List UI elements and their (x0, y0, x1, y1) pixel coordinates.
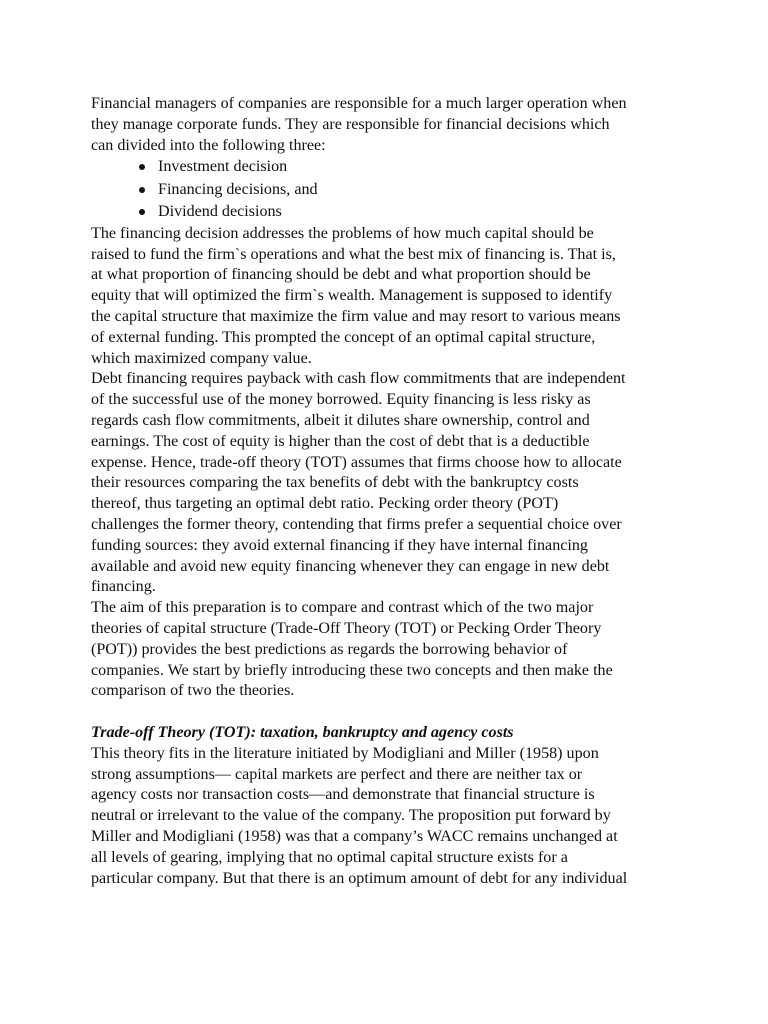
list-item (91, 179, 691, 202)
text-line: their resources comparing the tax benefits of debt with the bankruptcy costs (91, 474, 579, 492)
blank-line (91, 702, 691, 723)
text-line: challenges the former theory, contending that firms prefer a sequential choice over (91, 516, 622, 534)
text-line: particular company. But that there is an optimum amount of debt for any individual (91, 869, 628, 887)
decision-list (91, 156, 691, 224)
text-line: funding sources: they avoid external financing if they have internal financing (91, 536, 588, 554)
text-line: This theory fits in the literature initiated by Modigliani and Miller (1958) upon (91, 744, 599, 762)
text-line: can divided into the following three: (91, 136, 326, 154)
text-line: comparison of two the theories. (91, 682, 295, 700)
text-line: expense. Hence, trade-off theory (TOT) assumes that firms choose how to allocate (91, 453, 622, 471)
text-line: Financial managers of companies are responsible for a much larger operation when (91, 95, 627, 112)
text-line: of the successful use of the money borrowed. Equity financing is less risky as (91, 391, 591, 409)
debt-paragraph (91, 369, 691, 598)
text-line: financing. (91, 578, 156, 596)
text-line: regards cash flow commitments, albeit it dilutes share ownership, control and (91, 412, 590, 430)
text-line: they manage corporate funds. They are responsible for financial decisions which (91, 115, 610, 133)
bullet-icon (139, 164, 145, 170)
text-line: The financing decision addresses the problems of how much capital should be (91, 224, 594, 242)
text-line: of external funding. This prompted the concept of an optimal capital structure, (91, 328, 596, 346)
text-line: companies. We start by briefly introducing these two concepts and then make the (91, 661, 613, 679)
list-item-label: Dividend decisions (158, 203, 282, 221)
aim-paragraph (91, 598, 691, 702)
intro-paragraph (91, 94, 691, 156)
text-line: raised to fund the firm`s operations and what the best mix of financing is. That is, (91, 245, 616, 263)
text-line: thereof, thus targeting an optimal debt ratio. Pecking order theory (POT) (91, 495, 559, 513)
tot-paragraph (91, 744, 691, 890)
text-line: earnings. The cost of equity is higher than the cost of debt that is a deductible (91, 432, 590, 450)
bullet-icon (139, 187, 145, 193)
text-line: all levels of gearing, implying that no optimal capital structure exists for a (91, 848, 568, 866)
text-line: theories of capital structure (Trade-Off Theory (TOT) or Pecking Order Theory (91, 620, 602, 638)
text-line: available and avoid new equity financing whenever they can engage in new debt (91, 557, 610, 575)
list-item-label: Investment decision (158, 158, 288, 176)
text-line: at what proportion of financing should be debt and what proportion should be (91, 266, 591, 284)
list-item-label: Financing decisions, and (158, 180, 318, 198)
text-line: agency costs nor transaction costs—and demonstrate that financial structure is (91, 786, 595, 804)
text-line: (POT)) provides the best predictions as regards the borrowing behavior of (91, 640, 568, 658)
text-line: The aim of this preparation is to compare and contrast which of the two major (91, 599, 594, 617)
text-line: which maximized company value. (91, 349, 312, 367)
text-line: the capital structure that maximize the firm value and may resort to various means (91, 308, 621, 326)
text-line: neutral or irrelevant to the value of the company. The proposition put forward by (91, 807, 611, 825)
text-line: strong assumptions— capital markets are perfect and there are neither tax or (91, 765, 583, 783)
section-heading: Trade-off Theory (TOT): taxation, bankruptcy and agency costs (91, 724, 514, 742)
financing-paragraph (91, 224, 691, 370)
text-line: equity that will optimized the firm`s wealth. Management is supposed to identify (91, 287, 613, 305)
list-item (91, 201, 691, 224)
text-line: Miller and Modigliani (1958) was that a company’s WACC remains unchanged at (91, 828, 618, 845)
document-body (91, 94, 691, 889)
bullet-icon (139, 209, 145, 215)
text-line: Debt financing requires payback with cash flow commitments that are independent (91, 370, 626, 388)
list-item (91, 156, 691, 179)
